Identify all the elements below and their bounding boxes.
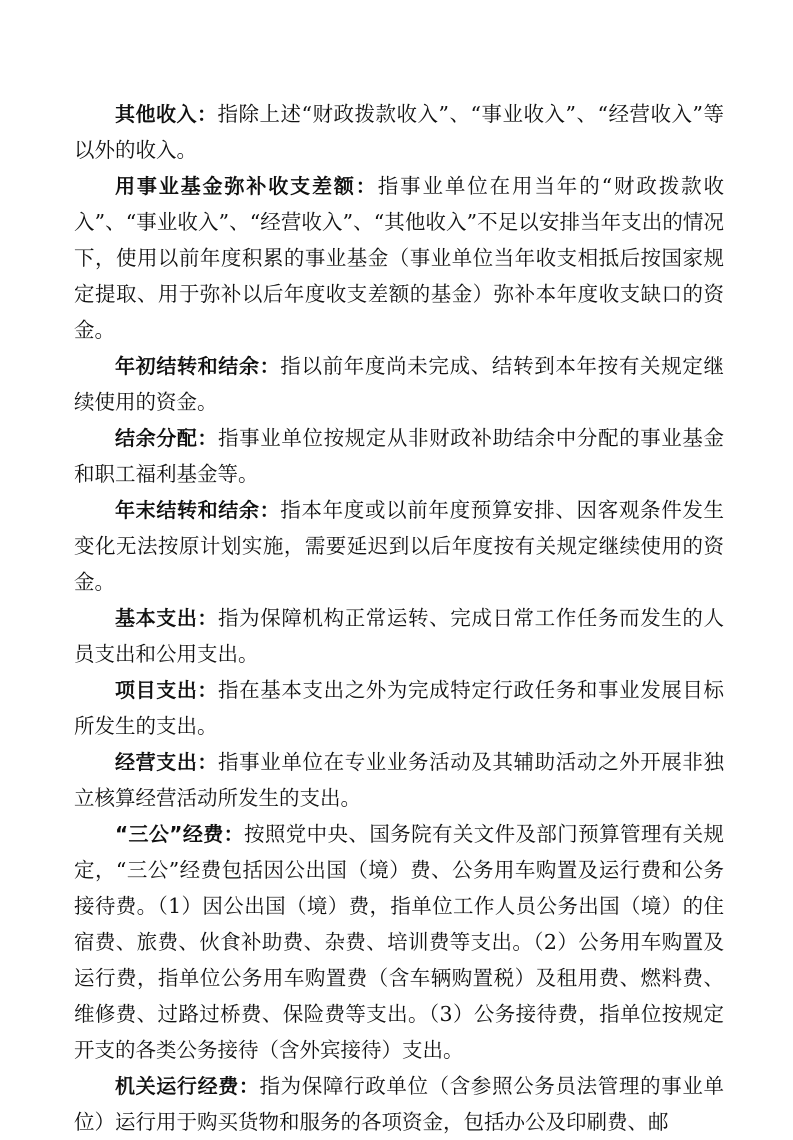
term-label: 机关运行经费： [115, 1074, 260, 1098]
term-label: 基本支出： [115, 606, 219, 630]
definition-other-income [74, 96, 724, 168]
definition-closing-balance [74, 492, 724, 600]
definition-fund-offset [74, 168, 724, 348]
definition-basic-expenditure [74, 600, 724, 672]
definition-operating-expenditure [74, 744, 724, 816]
term-label: “三公”经费： [115, 822, 244, 846]
term-label: 结余分配： [115, 426, 219, 450]
term-description: 指事业单位按规定从非财政补助结余中分配的事业基金和职工福利基金等。 [74, 426, 725, 486]
definition-three-public-expenses [74, 816, 724, 1068]
term-description: 指以前年度尚未完成、结转到本年按有关规定继续使用的资金。 [74, 354, 725, 414]
term-description: 按照党中央、国务院有关文件及部门预算管理有关规定，“三公”经费包括因公出国（境）费、公务用车购置及运行费和公务接待费。（1）因公出国（境）费，指单位工作人员公务出国（境）的住宿费、旅费、伙食补助费、杂费、培训费等支出。（2）公务用车购置及运行费，指单位公务用车购置费（含车辆购置税）及租用费、燃料费、维修费、过路过桥费、保险费等支出。（3）公务接待费，指单位按规定开支的各类公务接待（含外宾接待）支出。 [74, 822, 724, 1062]
term-description: 指为保障行政单位（含参照公务员法管理的事业单位）运行用于购买货物和服务的各项资金，包括办公及印刷费、邮 [74, 1074, 724, 1134]
term-label: 年初结转和结余： [115, 354, 281, 378]
term-label: 其他收入： [115, 102, 218, 126]
term-description: 指除上述“财政拨款收入”、“事业收入”、“经营收入”等以外的收入。 [74, 102, 725, 162]
term-label: 项目支出： [115, 678, 219, 702]
definition-opening-balance [74, 348, 724, 420]
term-label: 年末结转和结余： [115, 498, 281, 522]
term-description: 指本年度或以前年度预算安排、因客观条件发生变化无法按原计划实施，需要延迟到以后年度按有关规定继续使用的资金。 [74, 498, 725, 594]
definition-project-expenditure [74, 672, 724, 744]
term-label: 用事业基金弥补收支差额： [115, 174, 378, 198]
definition-agency-operating-funds [74, 1068, 724, 1140]
term-description: 指在基本支出之外为完成特定行政任务和事业发展目标所发生的支出。 [74, 678, 725, 738]
definition-surplus-distribution [74, 420, 724, 492]
term-label: 经营支出： [115, 750, 219, 774]
document-body [74, 96, 724, 1140]
term-description: 指事业单位在专业业务活动及其辅助活动之外开展非独立核算经营活动所发生的支出。 [74, 750, 725, 810]
term-description: 指为保障机构正常运转、完成日常工作任务而发生的人员支出和公用支出。 [74, 606, 725, 666]
term-description: 指事业单位在用当年的“财政拨款收入”、“事业收入”、“经营收入”、“其他收入”不足以安排当年支出的情况下，使用以前年度积累的事业基金（事业单位当年收支相抵后按国家规定提取、用于弥补以后年度收支差额的基金）弥补本年度收支缺口的资金。 [74, 174, 725, 342]
